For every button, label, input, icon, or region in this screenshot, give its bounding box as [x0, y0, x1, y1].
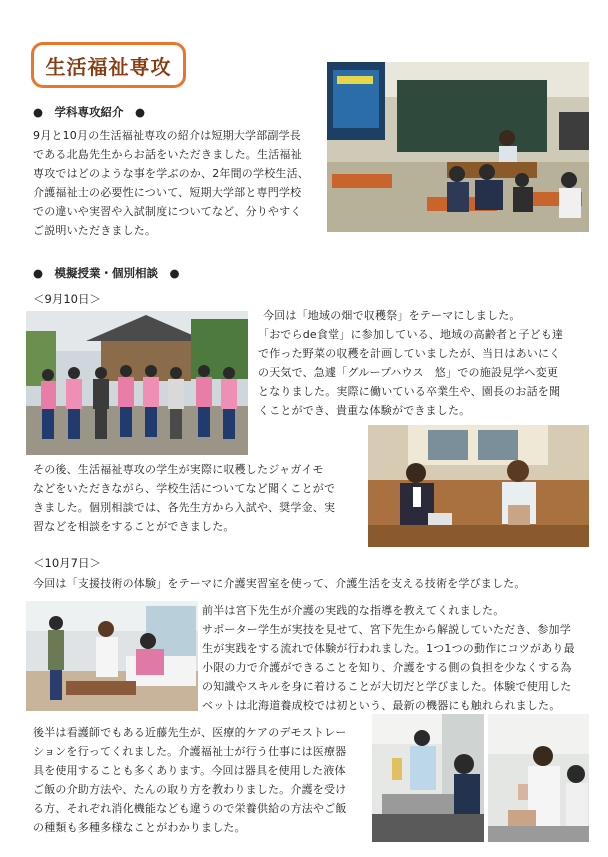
- text-line: その後、生活福祉専攻の学生が実際に収穫したジャガイモ: [33, 463, 324, 476]
- text-line: 専攻ではどのような事を学ぶのか、2年間の学校生活、: [33, 167, 309, 180]
- text-line: 9月と10月の生活福祉専攻の紹介は短期大学部副学長: [33, 129, 301, 142]
- text-line: 後半は看護師でもある近藤先生が、医療的ケアのデモストレー: [33, 726, 347, 739]
- text-line: で作った野菜の収穫を計画していましたが、当日はあいにく: [258, 347, 561, 360]
- text-line: である北島先生からお話をいただきました。生活福祉: [33, 148, 302, 161]
- photo-group-outdoor: [26, 311, 248, 455]
- date-sept-10: ＜9月10日＞: [33, 292, 101, 306]
- text-line: 「おでらde食堂」に参加している、地域の高齢者と子ども達: [258, 328, 564, 341]
- text-line: る方、それぞれ消化機能なども違うので栄養供給の方法やご飯: [33, 802, 347, 815]
- text-line: ご飯の介助方法や、たんの取り方を教わりました。介護を受け: [33, 783, 347, 796]
- section-heading-mock-class: ● 模擬授業・個別相談 ●: [33, 266, 180, 280]
- text-line: ションを行ってくれました。介護福祉士が行う仕事には医療器: [33, 745, 347, 758]
- text-line: の知識やスキルを身に着けることが大切だと学びました。体験で使用した: [202, 680, 572, 693]
- text-line: くことができ、貴重な体験ができました。: [258, 404, 471, 417]
- sept-paragraph-1: [258, 306, 593, 420]
- text-line: 生が実践をする流れで体験が行われました。1つ1つの動作にコツがあり最: [202, 642, 575, 655]
- photo-care-practice: [26, 601, 198, 711]
- text-line: などをいただきながら、学校生活についてなど聞くことがで: [33, 482, 336, 495]
- text-line: 小限の力で介護ができることを知り、介護をする側の負担を少なくする為: [202, 661, 572, 674]
- date-oct-7: ＜10月7日＞: [33, 556, 101, 570]
- photo-lecture-room: [327, 62, 589, 232]
- text-line: ベットは北海道養成校では初という、最新の機器にも触れられました。: [202, 699, 561, 712]
- text-line: 具を使用することも多くあります。今回は器具を使用した液体: [33, 764, 346, 777]
- text-line: 前半は宮下先生が介護の実践的な指導を教えてくれました。: [202, 604, 505, 617]
- text-line: ご説明いただきました。: [33, 224, 157, 237]
- section-heading-intro: ● 学科専攻紹介 ●: [33, 105, 146, 119]
- page-title: 生活福祉専攻: [45, 54, 172, 79]
- text-line: の天気で、急遽「グループハウス 悠」での施設見学へ変更: [258, 366, 559, 379]
- text-line: 介護福祉士の必要性について、短期大学部と専門学校: [33, 186, 302, 199]
- text-line: となりました。実際に働いている卒業生や、園長のお話を聞: [258, 385, 561, 398]
- text-line: サポーター学生が実技を見せて、宮下先生から解説していただき、参加学: [202, 623, 571, 636]
- photo-medical-demo-2: [488, 714, 589, 842]
- text-line: の種類も多種多様なことがわかりました。: [33, 821, 246, 834]
- text-line: での違いや実習や入試制度についてなど、分りやすく: [33, 205, 302, 218]
- intro-paragraph: [33, 126, 323, 240]
- text-line: きました。個別相談では、各先生方から入試や、奨学金、実: [33, 501, 336, 514]
- oct-intro-line: 今回は「支援技術の体験」をテーマに介護実習室を使って、介護生活を支える技術を学びました。: [33, 577, 526, 590]
- oct-paragraph-second-half: [33, 723, 378, 837]
- text-line: 今回は「地域の畑で収穫祭」をテーマにしました。: [263, 309, 521, 322]
- photo-consultation: [368, 425, 589, 547]
- page-title-box: [31, 42, 186, 88]
- sept-paragraph-2: [33, 460, 368, 536]
- text-line: 習などを相談をすることができました。: [33, 520, 235, 533]
- photo-medical-demo-1: [372, 714, 484, 842]
- oct-paragraph-first-half: [202, 601, 597, 715]
